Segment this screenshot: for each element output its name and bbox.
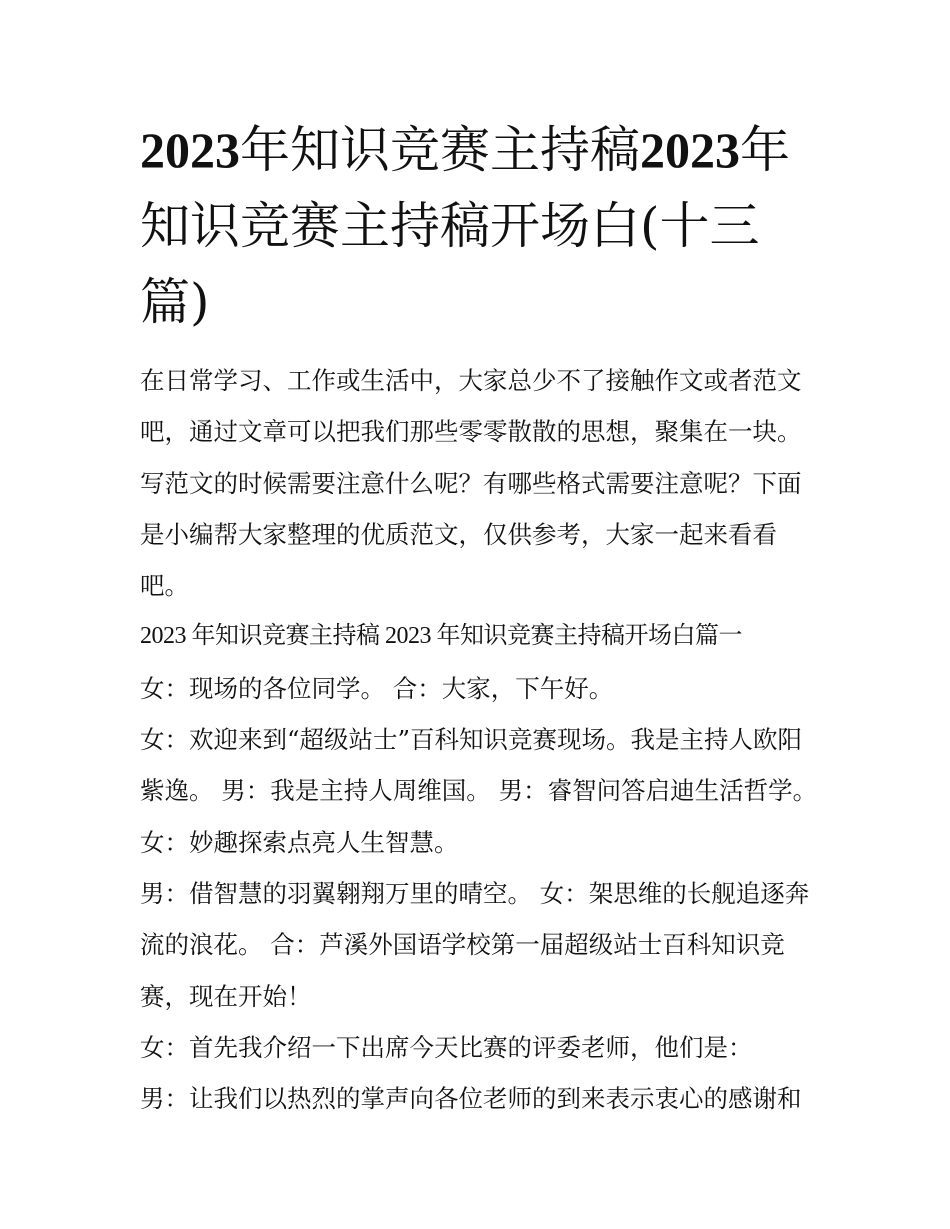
dialogue-paragraph: 女：现场的各位同学。 合：大家，下午好。 — [140, 673, 614, 703]
title-year-1: 2023 — [140, 122, 240, 178]
title-year-2: 2023 — [640, 122, 740, 178]
dialogue-paragraph: 男：借智慧的羽翼翱翔万里的晴空。 女：架思维的长舰追逐奔流的浪花。 合：芦溪外国语学校第一届超级站士百科知识竞赛，现在开始！ — [140, 878, 810, 1011]
dialogue-paragraph: 女：欢迎来到“超级站士”百科知识竞赛现场。我是主持人欧阳紫逸。 男：我是主持人周维国。 男：睿智问答启迪生活哲学。 女：妙趣探索点亮人生智慧。 — [140, 725, 818, 857]
title-text-2: 年知识竞赛主持稿开场白(十三篇) — [140, 121, 790, 331]
dialogue-paragraph: 女：首先我介绍一下出席今天比赛的评委老师，他们是： — [140, 1032, 753, 1062]
title-text-1: 年知识竞赛主持稿 — [240, 121, 640, 179]
document-title — [140, 112, 820, 340]
intro-paragraph: 在日常学习、工作或生活中，大家总少不了接触作文或者范文吧，通过文章可以把我们那些零零散散的思想，聚集在一块。写范文的时候需要注意什么呢？有哪些格式需要注意呢？下面是小编帮大家整理的优质范文，仅供参考，大家一起来看看吧。 — [140, 366, 802, 601]
dialogue-paragraph: 男：让我们以热烈的掌声向各位老师的到来表示衷心的感谢和 — [140, 1084, 802, 1114]
section-heading: 2023 年知识竞赛主持稿 2023 年知识竞赛主持稿开场白篇一 — [140, 623, 742, 650]
document-body — [140, 355, 820, 1124]
